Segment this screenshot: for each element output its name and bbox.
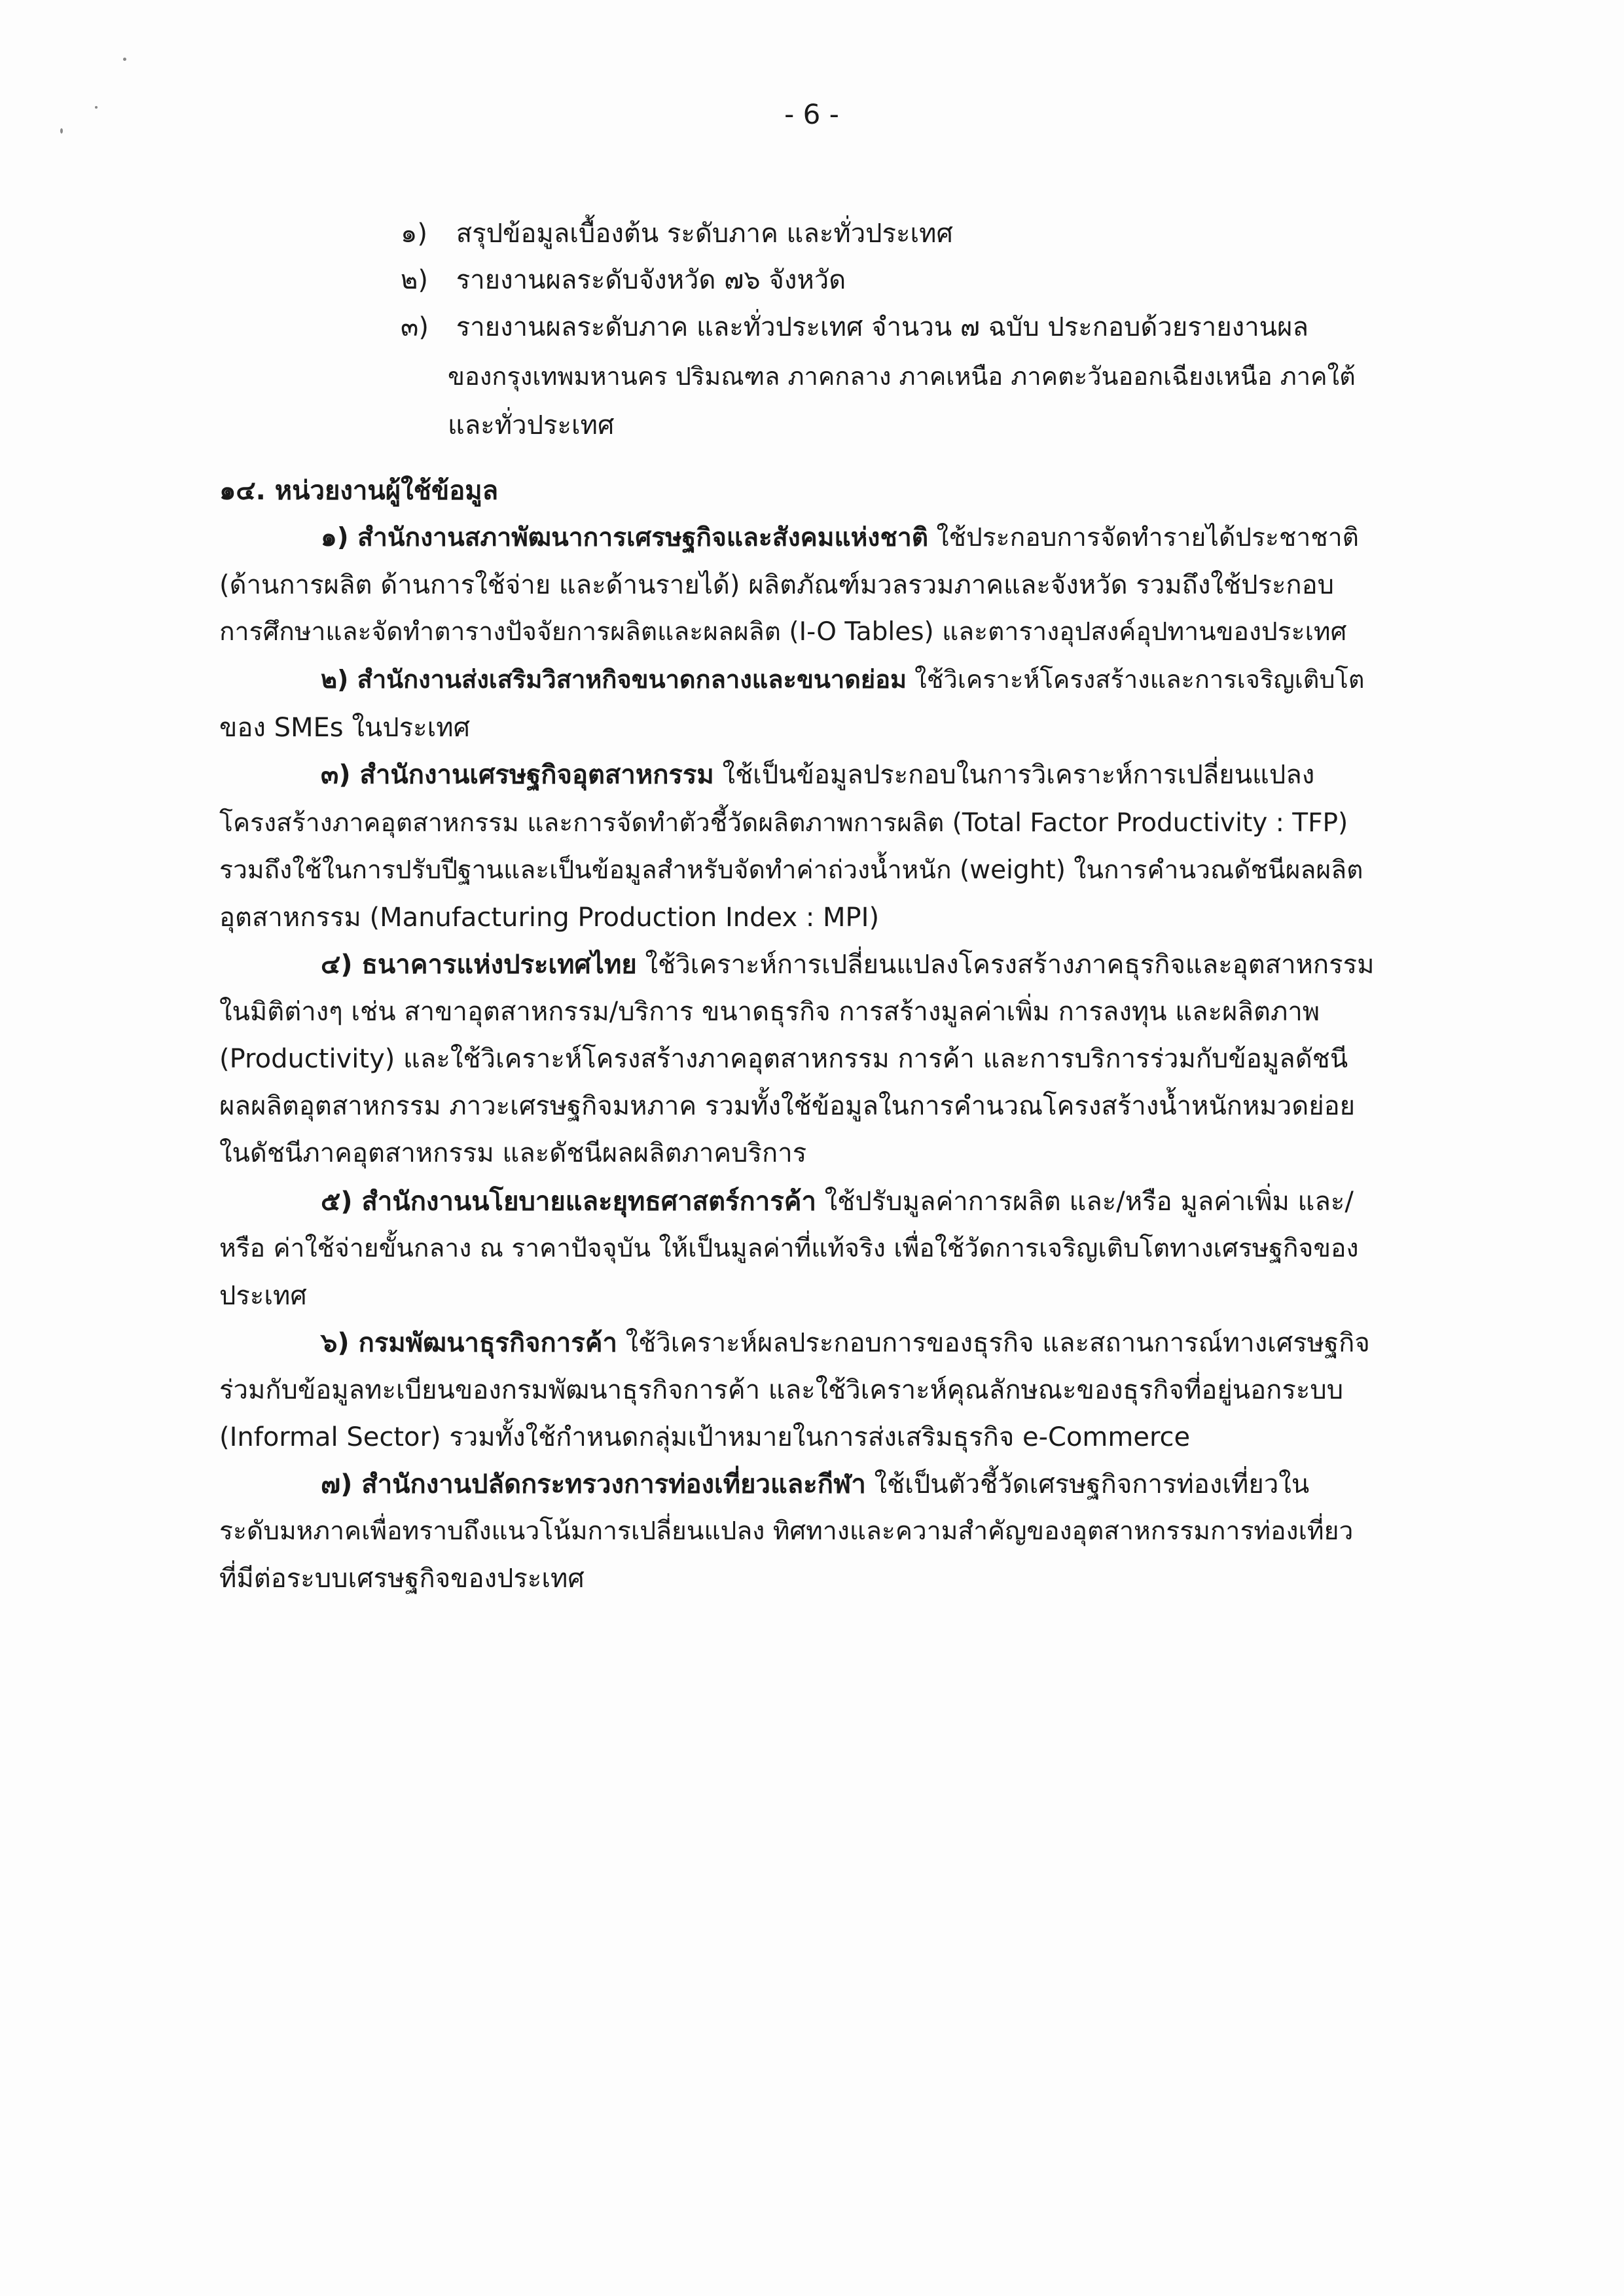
agency-name: ๓) สำนักงานเศรษฐกิจอุตสาหกรรม	[321, 760, 714, 790]
agency-name: ๖) กรมพัฒนาธุรกิจการค้า	[321, 1328, 617, 1358]
paragraph-first-line	[321, 518, 1359, 558]
paragraph-first-line	[321, 660, 1365, 699]
paragraph-first-line	[321, 1323, 1370, 1363]
list-item-number: ๑)	[401, 219, 427, 249]
scan-speck	[123, 58, 126, 61]
paragraph-line: การศึกษาและจัดทำตารางปัจจัยการผลิตและผลผลิต (I-O Tables) และตารางอุปสงค์อุปทานของประเทศ	[219, 617, 1347, 647]
paragraph-line: (Informal Sector) รวมทั้งใช้กำหนดกลุ่มเป้าหมายในการส่งเสริมธุรกิจ e-Commerce	[219, 1422, 1191, 1452]
agency-name: ๒) สำนักงานส่งเสริมวิสาหกิจขนาดกลางและขนาดย่อม	[321, 665, 907, 694]
paragraph-line: ในมิติต่างๆ เช่น สาขาอุตสาหกรรม/บริการ ขนาดธุรกิจ การสร้างมูลค่าเพิ่ม การลงทุน และผลิตภาพ	[219, 997, 1320, 1027]
list-item-number: ๒)	[401, 265, 428, 295]
paragraph-line: ผลผลิตอุตสาหกรรม ภาวะเศรษฐกิจมหภาค รวมทั้งใช้ข้อมูลในการคำนวณโครงสร้างน้ำหนักหมวดย่อย	[219, 1091, 1356, 1121]
list-item	[401, 214, 953, 253]
paragraph-line: รวมถึงใช้ในการปรับปีฐานและเป็นข้อมูลสำหรับจัดทำค่าถ่วงน้ำหนัก (weight) ในการคำนวณดัชนีผลผลิต	[219, 855, 1363, 885]
page-number: - 6 -	[784, 98, 839, 130]
agency-name: ๑) สำนักงานสภาพัฒนาการเศรษฐกิจและสังคมแห่งชาติ	[321, 523, 929, 552]
paragraph-text: ใช้เป็นข้อมูลประกอบในการวิเคราะห์การเปลี่ยนแปลง	[713, 760, 1315, 790]
paragraph-first-line	[321, 755, 1314, 795]
list-item	[401, 260, 846, 300]
paragraph-text: ใช้ประกอบการจัดทำรายได้ประชาชาติ	[928, 523, 1360, 552]
scan-speck	[95, 106, 98, 109]
paragraph-text: ใช้เป็นตัวชี้วัดเศรษฐกิจการท่องเที่ยวใน	[865, 1469, 1310, 1499]
paragraph-text: ใช้ปรับมูลค่าการผลิต และ/หรือ มูลค่าเพิ่ม และ/	[816, 1187, 1354, 1217]
paragraph-text: ใช้วิเคราะห์ผลประกอบการของธุรกิจ และสถานการณ์ทางเศรษฐกิจ	[617, 1328, 1370, 1358]
paragraph-line: ร่วมกับข้อมูลทะเบียนของกรมพัฒนาธุรกิจการค้า และใช้วิเคราะห์คุณลักษณะของธุรกิจที่อยู่นอกระบบ	[219, 1375, 1344, 1405]
scan-speck	[60, 128, 63, 134]
paragraph-first-line	[321, 1182, 1354, 1221]
paragraph-first-line	[321, 1465, 1309, 1504]
section-heading: ๑๔. หน่วยงานผู้ใช้ข้อมูล	[219, 476, 499, 506]
paragraph-line: อุตสาหกรรม (Manufacturing Production Index : MPI)	[219, 903, 880, 933]
list-item-number: ๓)	[401, 312, 429, 342]
paragraph-line: (ด้านการผลิต ด้านการใช้จ่าย และด้านรายได้) ผลิตภัณฑ์มวลรวมภาคและจังหวัด รวมถึงใช้ประกอบ	[219, 570, 1335, 600]
agency-name: ๕) สำนักงานนโยบายและยุทธศาสตร์การค้า	[321, 1187, 816, 1217]
paragraph-line: โครงสร้างภาคอุตสาหกรรม และการจัดทำตัวชี้วัดผลิตภาพการผลิต (Total Factor Productivity : TFP)	[219, 808, 1348, 838]
paragraph-line: ประเทศ	[219, 1281, 307, 1311]
list-item	[401, 308, 1308, 347]
paragraph-line: ในดัชนีภาคอุตสาหกรรม และดัชนีผลผลิตภาคบริการ	[219, 1138, 807, 1168]
list-item-text: สรุปข้อมูลเบื้องต้น ระดับภาค และทั่วประเทศ	[456, 219, 953, 249]
paragraph-line: (Productivity) และใช้วิเคราะห์โครงสร้างภาคอุตสาหกรรม การค้า และการบริการร่วมกับข้อมูลดัชนี	[219, 1044, 1348, 1074]
paragraph-text: ใช้วิเคราะห์การเปลี่ยนแปลงโครงสร้างภาคธุรกิจและอุตสาหกรรม	[636, 950, 1375, 980]
paragraph-text: ใช้วิเคราะห์โครงสร้างและการเจริญเติบโต	[907, 665, 1365, 694]
list-item-text: รายงานผลระดับจังหวัด ๗๖ จังหวัด	[456, 265, 846, 295]
paragraph-line: ของ SMEs ในประเทศ	[219, 713, 471, 743]
list-item-continuation: ของกรุงเทพมหานคร ปริมณฑล ภาคกลาง ภาคเหนือ ภาคตะวันออกเฉียงเหนือ ภาคใต้	[448, 362, 1356, 391]
agency-name: ๗) สำนักงานปลัดกระทรวงการท่องเที่ยวและกีฬา	[321, 1469, 866, 1499]
paragraph-line: ที่มีต่อระบบเศรษฐกิจของประเทศ	[219, 1564, 585, 1594]
list-item-continuation: และทั่วประเทศ	[448, 410, 615, 440]
paragraph-line: หรือ ค่าใช้จ่ายขั้นกลาง ณ ราคาปัจจุบัน ให้เป็นมูลค่าที่แท้จริง เพื่อใช้วัดการเจริญเติบโตทางเศรษฐกิจของ	[219, 1234, 1359, 1263]
agency-name: ๔) ธนาคารแห่งประเทศไทย	[321, 950, 637, 980]
list-item-text: รายงานผลระดับภาค และทั่วประเทศ จำนวน ๗ ฉบับ ประกอบด้วยรายงานผล	[456, 312, 1308, 342]
paragraph-line: ระดับมหภาคเพื่อทราบถึงแนวโน้มการเปลี่ยนแปลง ทิศทางและความสำคัญของอุตสาหกรรมการท่องเที่ยว	[219, 1516, 1354, 1546]
paragraph-first-line	[321, 945, 1374, 984]
